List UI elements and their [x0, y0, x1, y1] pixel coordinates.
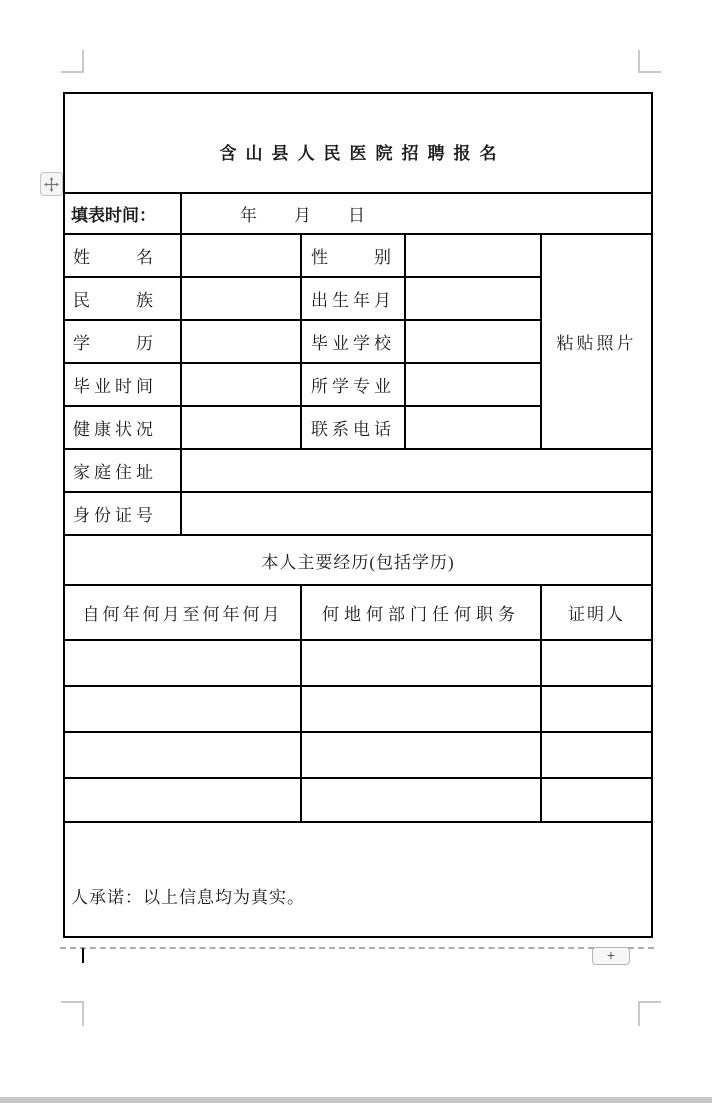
- add-row-button[interactable]: +: [592, 947, 630, 965]
- experience-row: [64, 778, 652, 822]
- experience-position-cell[interactable]: [301, 778, 541, 822]
- education-label: 学 历: [64, 320, 181, 363]
- health-field[interactable]: [181, 406, 301, 449]
- experience-period-cell[interactable]: [64, 686, 301, 732]
- experience-position-cell[interactable]: [301, 640, 541, 686]
- address-field[interactable]: [181, 449, 652, 492]
- major-field[interactable]: [405, 363, 541, 406]
- id-number-field[interactable]: [181, 492, 652, 535]
- table-bottom-gridline: [60, 947, 654, 949]
- experience-reference-cell[interactable]: [541, 686, 652, 732]
- school-field[interactable]: [405, 320, 541, 363]
- form-title: 含山县人民医院招聘报名: [64, 93, 652, 193]
- address-label: 家庭住址: [64, 449, 181, 492]
- ethnicity-field[interactable]: [181, 277, 301, 320]
- move-icon: [44, 177, 59, 192]
- photo-paste-area[interactable]: 粘贴照片: [541, 234, 652, 449]
- experience-period-cell[interactable]: [64, 732, 301, 778]
- birthdate-field[interactable]: [405, 277, 541, 320]
- fill-date-label: 填表时间：: [64, 193, 181, 234]
- birthdate-label: 出生年月: [301, 277, 405, 320]
- gender-field[interactable]: [405, 234, 541, 277]
- phone-field[interactable]: [405, 406, 541, 449]
- experience-position-header: 何地何部门任何职务: [301, 585, 541, 640]
- gender-label: 性 别: [301, 234, 405, 277]
- experience-period-cell[interactable]: [64, 640, 301, 686]
- name-field[interactable]: [181, 234, 301, 277]
- experience-section-title: 本人主要经历(包括学历): [64, 535, 652, 585]
- experience-row: [64, 732, 652, 778]
- experience-position-cell[interactable]: [301, 732, 541, 778]
- experience-row: [64, 640, 652, 686]
- experience-row: [64, 686, 652, 732]
- page-bottom-background: [0, 1097, 712, 1103]
- name-label: 姓 名: [64, 234, 181, 277]
- school-label: 毕业学校: [301, 320, 405, 363]
- experience-period-header: 自何年何月至何年何月: [64, 585, 301, 640]
- recruitment-form-table: [63, 92, 653, 938]
- margin-crop-mark-bottom-left: [61, 1001, 84, 1026]
- text-caret: [82, 948, 84, 963]
- experience-position-cell[interactable]: [301, 686, 541, 732]
- margin-crop-mark-bottom-right: [638, 1001, 661, 1026]
- experience-period-cell[interactable]: [64, 778, 301, 822]
- margin-crop-mark-top-right: [638, 50, 661, 73]
- experience-reference-cell[interactable]: [541, 732, 652, 778]
- ethnicity-label: 民 族: [64, 277, 181, 320]
- graduation-time-field[interactable]: [181, 363, 301, 406]
- experience-reference-header: 证明人: [541, 585, 652, 640]
- fill-date-field[interactable]: 年 月 日: [181, 193, 652, 234]
- experience-reference-cell[interactable]: [541, 640, 652, 686]
- health-label: 健康状况: [64, 406, 181, 449]
- major-label: 所学专业: [301, 363, 405, 406]
- id-number-label: 身份证号: [64, 492, 181, 535]
- promise-statement: 人承诺：以上信息均为真实。: [64, 822, 652, 937]
- table-move-handle[interactable]: [40, 172, 63, 196]
- margin-crop-mark-top-left: [61, 50, 84, 73]
- education-field[interactable]: [181, 320, 301, 363]
- experience-reference-cell[interactable]: [541, 778, 652, 822]
- graduation-time-label: 毕业时间: [64, 363, 181, 406]
- phone-label: 联系电话: [301, 406, 405, 449]
